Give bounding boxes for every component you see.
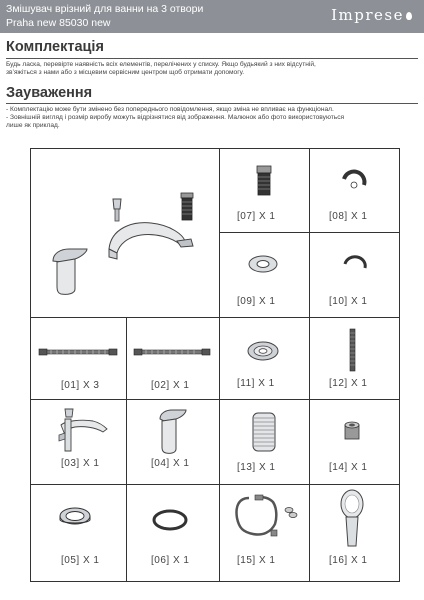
spout-icon <box>31 399 126 484</box>
kit-divider <box>6 58 418 59</box>
part-label-12: [12] X 1 <box>329 378 368 389</box>
notes-text-1: - Комплектацію може бути змінено без попереднього повідомлення, якщо зміна не впливає на функціонал. <box>6 106 334 113</box>
part-label-11: [11] X 1 <box>237 378 275 389</box>
kit-text-1: Будь ласка, перевірте наявність всіх елементів, перелічених у списку. Якщо будьякий з них відсутній, <box>6 61 316 68</box>
lock-nut-icon <box>31 484 126 581</box>
part-label-10: [10] X 1 <box>329 296 368 307</box>
part-label-09: [09] X 1 <box>237 296 276 307</box>
notes-text-2: - Зовнішній вигляд і розмір виробу можуть відрізнятися від зображення. Малюнок або фото використовуються <box>6 114 345 121</box>
part-label-08: [08] X 1 <box>329 211 368 222</box>
part-label-04: [04] X 1 <box>151 458 190 469</box>
part-label-01: [01] X 3 <box>61 380 100 391</box>
o-ring-icon <box>126 484 219 581</box>
notes-divider <box>6 103 418 104</box>
shower-hose-icon <box>219 484 309 581</box>
header-bar <box>0 0 424 33</box>
parts-grid <box>30 148 400 582</box>
part-label-13: [13] X 1 <box>237 462 276 473</box>
kit-text-2: зв’яжіться з нами або з місцевим сервісним центром щоб отримати допомогу. <box>6 69 245 76</box>
part-label-02: [02] X 1 <box>151 380 190 391</box>
part-label-03: [03] X 1 <box>61 458 100 469</box>
part-label-16: [16] X 1 <box>329 555 368 566</box>
product-title: Змішувач врізний для ванни на 3 отвори <box>6 3 204 15</box>
product-model: Praha new 85030 new <box>6 17 111 29</box>
part-label-14: [14] X 1 <box>329 462 368 473</box>
part-label-05: [05] X 1 <box>61 555 100 566</box>
kit-heading: Комплектація <box>6 39 104 55</box>
notes-heading: Зауваження <box>6 85 93 101</box>
part-label-06: [06] X 1 <box>151 555 190 566</box>
mixer-handle-icon <box>126 399 219 484</box>
part-label-15: [15] X 1 <box>237 555 276 566</box>
part-label-07: [07] X 1 <box>237 211 276 222</box>
water-drop-icon <box>406 12 412 20</box>
brand-logo: Imprese <box>331 6 412 24</box>
bath-mixer-assembly-icon <box>31 149 219 317</box>
hand-shower-icon <box>309 484 399 581</box>
notes-text-3: лише як приклад. <box>6 122 60 129</box>
